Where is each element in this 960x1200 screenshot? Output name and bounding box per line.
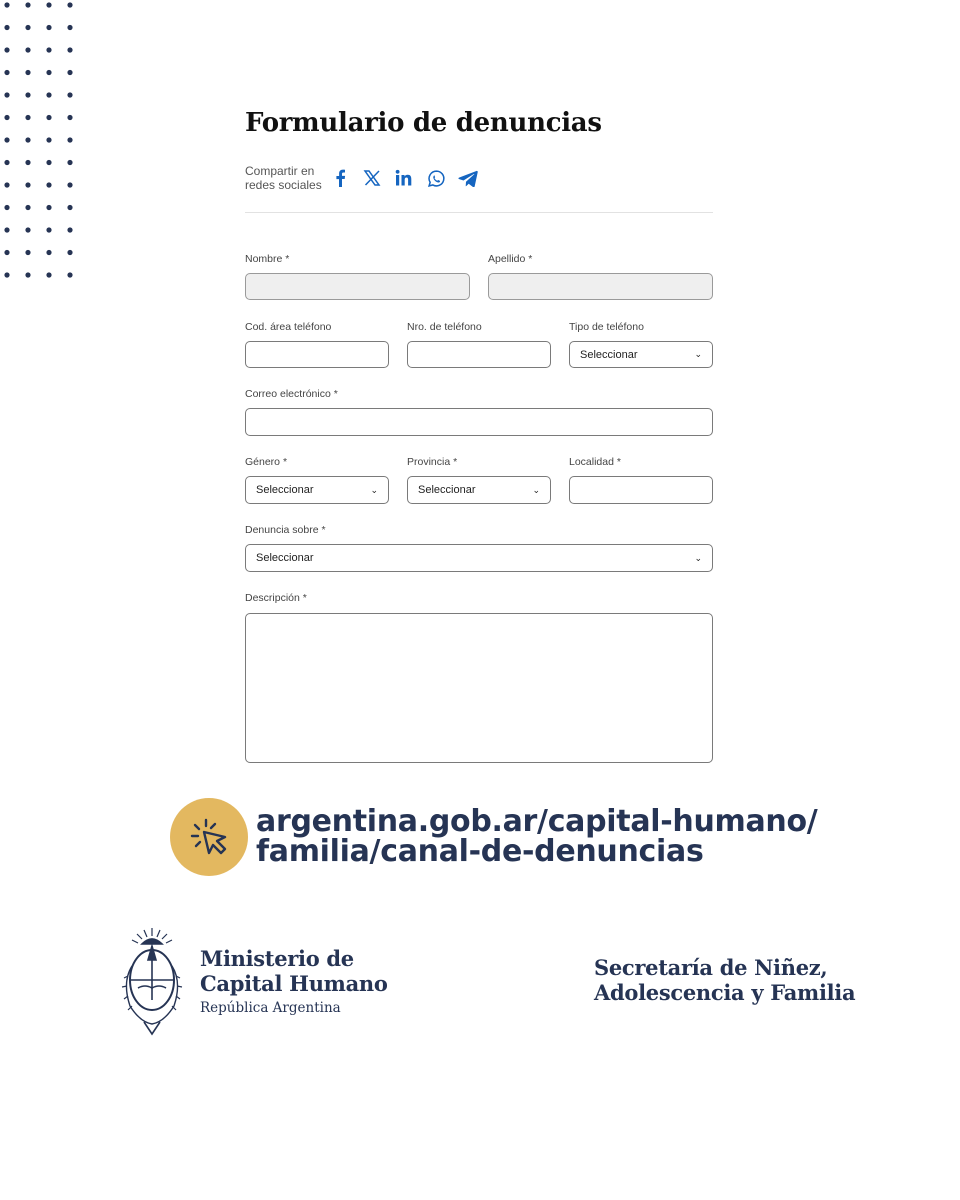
decorative-dot <box>46 137 51 142</box>
decorative-dot <box>67 160 72 165</box>
decorative-dot <box>67 137 72 142</box>
decorative-dot <box>4 2 9 7</box>
decorative-dot <box>4 137 9 142</box>
chevron-down-icon: ⌄ <box>694 349 702 359</box>
page-title: Formulario de denuncias <box>245 108 602 138</box>
x-icon[interactable] <box>361 167 383 189</box>
decorative-dot <box>25 92 30 97</box>
decorative-dot <box>46 227 51 232</box>
decorative-dot <box>46 250 51 255</box>
denuncia-sobre-select[interactable] <box>245 544 713 572</box>
localidad-input[interactable] <box>569 476 713 504</box>
cod-area-label: Cod. área teléfono <box>245 321 332 333</box>
genero-selected: Seleccionar <box>256 484 314 496</box>
decorative-dot <box>46 2 51 7</box>
apellido-input[interactable] <box>488 273 713 300</box>
decorative-dot <box>67 92 72 97</box>
decorative-dot <box>67 182 72 187</box>
decorative-dot <box>4 227 9 232</box>
apellido-label: Apellido * <box>488 253 533 265</box>
chevron-down-icon: ⌄ <box>694 552 702 563</box>
ministry-name-line1: Ministerio de <box>200 946 354 971</box>
nombre-input[interactable] <box>245 273 470 300</box>
ministry-subtitle: República Argentina <box>200 1000 341 1016</box>
tipo-telefono-selected: Seleccionar <box>580 348 638 361</box>
provincia-selected: Seleccionar <box>418 484 476 496</box>
decorative-dot <box>4 70 9 75</box>
decorative-dot <box>25 250 30 255</box>
tipo-telefono-select[interactable] <box>569 341 713 368</box>
decorative-dot <box>67 25 72 30</box>
decorative-dot <box>67 115 72 120</box>
decorative-dot <box>46 25 51 30</box>
decorative-dot <box>67 47 72 52</box>
nro-telefono-label: Nro. de teléfono <box>407 321 482 333</box>
descripcion-label: Descripción * <box>245 592 307 604</box>
decorative-dot <box>67 2 72 7</box>
provincia-select[interactable] <box>407 476 551 504</box>
decorative-dot <box>25 2 30 7</box>
decorative-dot-pattern <box>0 0 80 290</box>
denuncia-sobre-label: Denuncia sobre * <box>245 524 326 536</box>
share-label: Compartir en redes sociales <box>245 164 322 192</box>
nombre-label: Nombre * <box>245 253 290 265</box>
ministry-block <box>118 926 388 1038</box>
decorative-dot <box>46 70 51 75</box>
whatsapp-icon[interactable] <box>425 167 447 189</box>
genero-select[interactable] <box>245 476 389 504</box>
decorative-dot <box>25 182 30 187</box>
decorative-dot <box>46 115 51 120</box>
share-bar <box>245 164 489 192</box>
divider <box>245 212 713 213</box>
linkedin-icon[interactable] <box>393 167 415 189</box>
tipo-telefono-label: Tipo de teléfono <box>569 321 644 333</box>
denuncia-sobre-selected: Seleccionar <box>256 552 314 564</box>
decorative-dot <box>4 205 9 210</box>
correo-label: Correo electrónico * <box>245 388 338 400</box>
cod-area-input[interactable] <box>245 341 389 368</box>
decorative-dot <box>46 272 51 277</box>
cursor-click-icon <box>184 812 234 862</box>
descripcion-textarea[interactable] <box>245 613 713 763</box>
decorative-dot <box>4 92 9 97</box>
decorative-dot <box>4 250 9 255</box>
cursor-click-badge <box>170 798 248 876</box>
decorative-dot <box>46 47 51 52</box>
decorative-dot <box>25 115 30 120</box>
decorative-dot <box>25 227 30 232</box>
national-coat-of-arms-icon <box>118 926 186 1038</box>
decorative-dot <box>25 205 30 210</box>
decorative-dot <box>67 205 72 210</box>
decorative-dot <box>4 115 9 120</box>
decorative-dot <box>46 205 51 210</box>
decorative-dot <box>4 25 9 30</box>
provincia-label: Provincia * <box>407 456 458 468</box>
decorative-dot <box>25 272 30 277</box>
decorative-dot <box>67 70 72 75</box>
decorative-dot <box>25 25 30 30</box>
decorative-dot <box>4 47 9 52</box>
decorative-dot <box>4 160 9 165</box>
denuncias-link[interactable]: argentina.gob.ar/capital-humano/ familia/canal-de-denuncias <box>256 804 818 869</box>
denuncias-link-callout <box>170 798 817 876</box>
telegram-icon[interactable] <box>457 167 479 189</box>
decorative-dot <box>67 272 72 277</box>
decorative-dot <box>25 70 30 75</box>
decorative-dot <box>4 182 9 187</box>
decorative-dot <box>4 272 9 277</box>
chevron-down-icon: ⌄ <box>370 484 378 495</box>
facebook-icon[interactable] <box>329 167 351 189</box>
localidad-label: Localidad * <box>569 456 621 468</box>
correo-input[interactable] <box>245 408 713 436</box>
ministry-name-line2: Capital Humano <box>200 971 388 996</box>
genero-label: Género * <box>245 456 288 468</box>
decorative-dot <box>46 160 51 165</box>
nro-telefono-input[interactable] <box>407 341 551 368</box>
decorative-dot <box>46 92 51 97</box>
decorative-dot <box>25 160 30 165</box>
decorative-dot <box>25 137 30 142</box>
decorative-dot <box>25 47 30 52</box>
decorative-dot <box>67 250 72 255</box>
decorative-dot <box>46 182 51 187</box>
decorative-dot <box>67 227 72 232</box>
secretaria-name: Secretaría de Niñez, Adolescencia y Familia <box>594 955 856 1005</box>
chevron-down-icon: ⌄ <box>532 484 540 495</box>
